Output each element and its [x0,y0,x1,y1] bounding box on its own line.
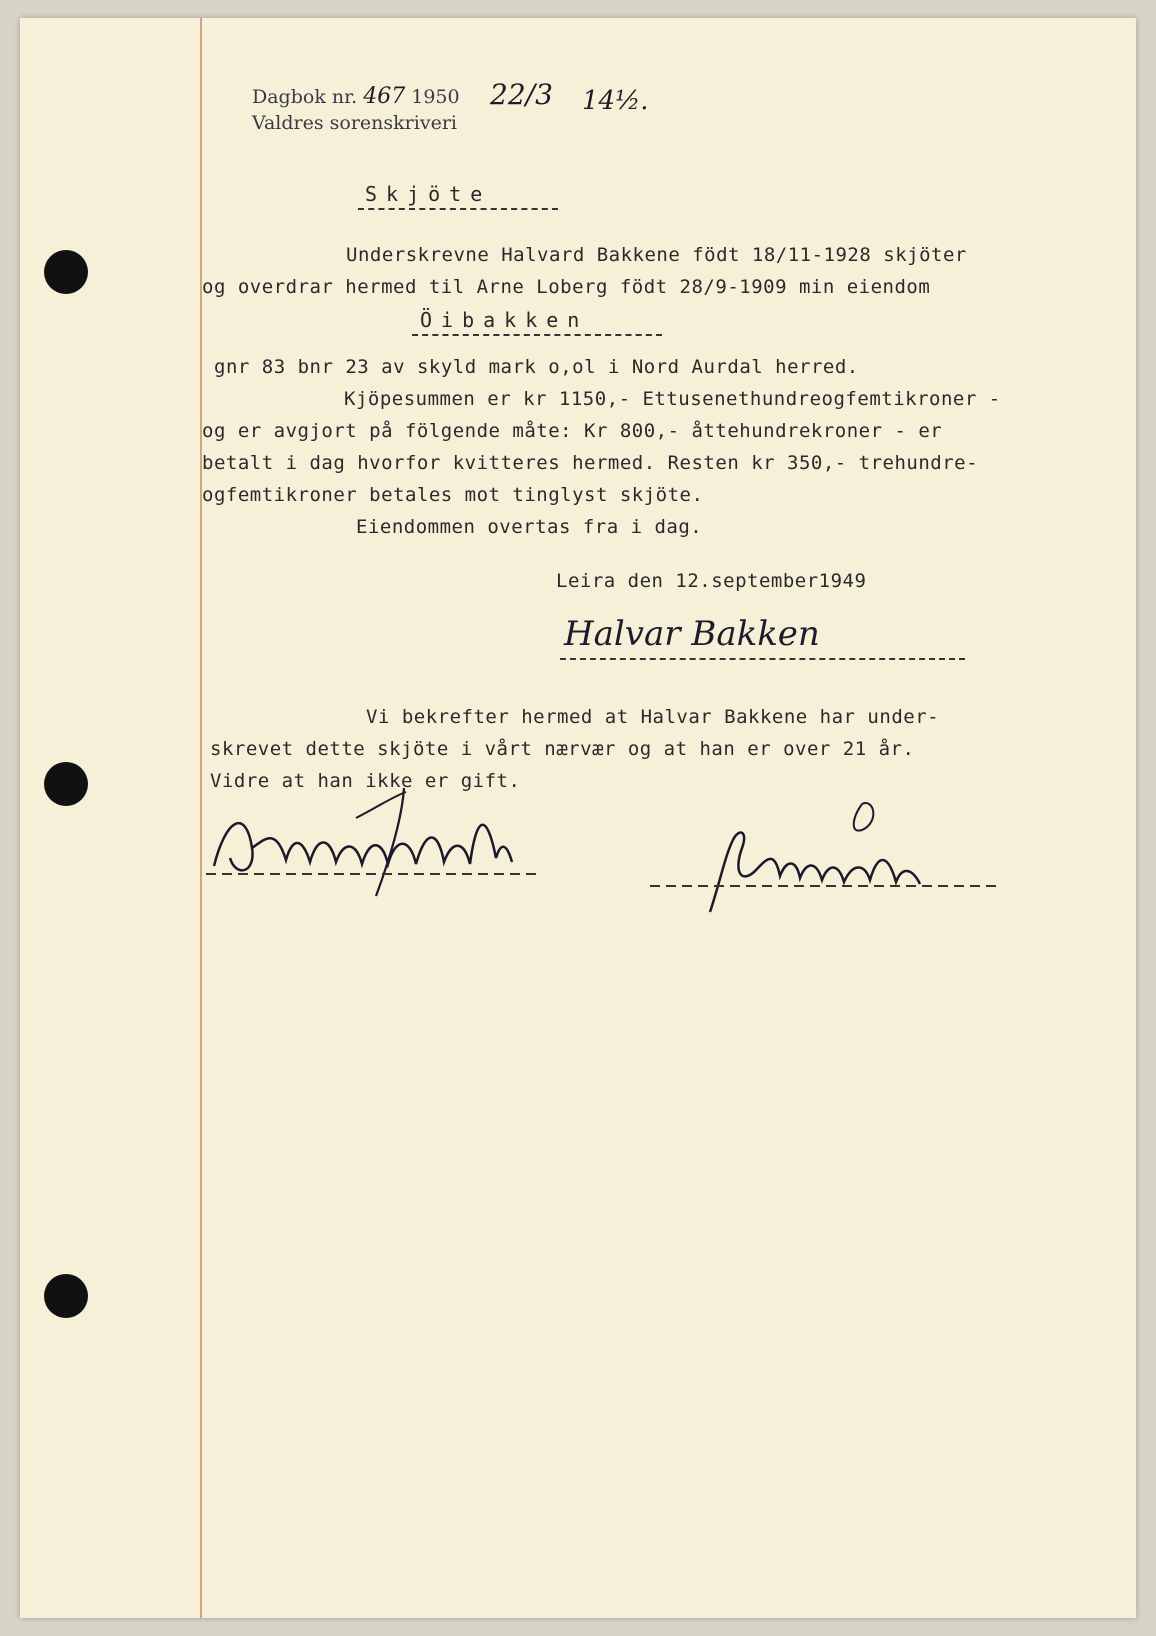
stamp-prefix: Dagbok nr. [252,86,358,108]
body-line-7: ogfemtikroner betales mot tinglyst skjöte. [202,484,704,506]
body-line-1: Underskrevne Halvard Bakkene födt 18/11-1928 skjöter [346,244,967,266]
witness-line-3: Vidre at han ikke er gift. [210,770,521,792]
body-line-6: betalt i dag hvorfor kvitteres hermed. Resten kr 350,- trehundre- [202,452,979,474]
property-name: Öibakken [420,308,589,332]
punch-hole [44,1274,88,1318]
seller-signature-line [560,658,965,660]
punch-hole [44,250,88,294]
document-page [20,18,1136,1618]
stamp-line2: Valdres sorenskriveri [252,112,457,134]
stamp-time: 14½. [582,86,649,116]
dagbok-number: 467 [363,84,406,109]
stamp-year: 1950 [411,86,460,108]
body-line-3: gnr 83 bnr 23 av skyld mark o,ol i Nord Aurdal herred. [214,356,859,378]
place-date: Leira den 12.september1949 [556,570,867,592]
stamp-date: 22/3 [490,78,553,111]
witness-signature-1 [206,778,546,918]
witness-signature-2 [650,792,1000,932]
body-line-2: og overdrar hermed til Arne Loberg födt 28/9-1909 min eiendom [202,276,931,298]
body-line-4: Kjöpesummen er kr 1150,- Ettusenethundreogfemtikroner - [344,388,1001,410]
margin-line [200,18,202,1618]
document-heading: Skjöte [365,182,492,206]
witness-line-2: skrevet dette skjöte i vårt nærvær og at han er over 21 år. [210,738,915,760]
body-line-8: Eiendommen overtas fra i dag. [356,516,703,538]
seller-signature: Halvar Bakken [564,614,820,654]
punch-hole [44,762,88,806]
heading-underline [358,208,558,210]
body-line-5: og er avgjort på fölgende måte: Kr 800,- åttehundrekroner - er [202,420,943,442]
stamp-line1 [252,84,460,109]
property-underline [412,334,662,336]
witness-line-1: Vi bekrefter hermed at Halvar Bakkene har under- [366,706,940,728]
